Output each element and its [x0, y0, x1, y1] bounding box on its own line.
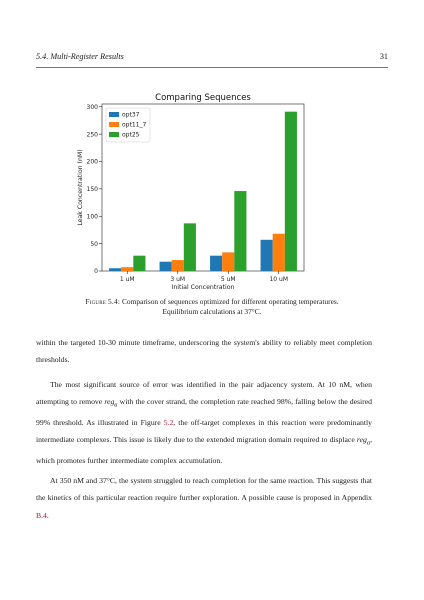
bar-opt25-2	[234, 191, 246, 271]
bar-opt11-7-1	[172, 260, 184, 271]
y-axis-label: Leak Concentration (nM)	[77, 149, 84, 226]
legend-swatch	[109, 112, 119, 117]
header-rule	[36, 67, 388, 68]
y-tick-label: 100	[86, 213, 98, 221]
x-tick-label: 3 uM	[170, 276, 186, 283]
bar-opt37-3	[261, 240, 273, 271]
p2-text-b: with the cover strand, the completion rate reached 98%, falling below the desired 99% threshold. As illustrated in Figure	[36, 397, 372, 428]
bar-opt11-7-0	[121, 267, 133, 271]
paragraph-3	[36, 472, 372, 524]
y-tick-label: 200	[86, 158, 98, 166]
reg-a-term-2: reg$_a$	[356, 435, 371, 447]
page-number: 31	[379, 52, 388, 61]
y-tick-label: 0	[94, 268, 98, 276]
p2-text-c: , the off-target complexes in this reaction were predominantly intermediate complexes. This issue is likely due to the extended migration domain required to displace	[36, 418, 372, 445]
legend-swatch	[109, 132, 119, 137]
legend-label: opt11_7	[122, 121, 147, 129]
bar-opt25-3	[285, 112, 297, 271]
x-tick-label: 10 uM	[269, 276, 289, 283]
caption-text: Comparison of sequences optimized for different operating temperatures. Equilibrium calculations at 37°C.	[122, 297, 339, 316]
y-tick-label: 50	[90, 240, 98, 248]
legend-label: opt25	[122, 131, 140, 139]
p2-text-d: , which promotes further intermediate complex accumulation.	[36, 435, 372, 466]
bar-opt37-2	[210, 256, 222, 271]
appendix-ref-link[interactable]: B.4	[36, 510, 47, 520]
x-axis-label: Initial Concentration	[171, 284, 235, 291]
p2-text-a: The most significant source of error was identified in the pair adjacency system. At 10 nM, when attempting to remove	[36, 380, 372, 407]
section-title: 5.4. Multi-Register Results	[36, 52, 124, 61]
reg-a-term: reg$_a$	[104, 397, 118, 409]
x-tick-label: 5 uM	[220, 276, 236, 283]
figure-label: Figure 5.4:	[85, 297, 121, 306]
y-tick-label: 250	[86, 131, 98, 139]
bar-opt11-7-2	[222, 252, 234, 271]
bar-opt11-7-3	[273, 234, 285, 271]
running-header	[36, 52, 388, 66]
figure-ref-link[interactable]: 5.2	[163, 418, 174, 428]
y-tick-label: 150	[86, 186, 98, 194]
legend-swatch	[109, 122, 119, 127]
comparing-sequences-chart	[74, 90, 314, 295]
bar-opt25-1	[184, 223, 196, 271]
figure-caption	[85, 297, 339, 316]
paragraph-2	[36, 376, 372, 470]
bar-opt37-0	[109, 268, 121, 271]
bar-opt37-1	[160, 262, 172, 271]
x-tick-label: 1 uM	[119, 276, 135, 283]
bar-opt25-0	[133, 256, 145, 271]
p3-text-b: .	[46, 510, 49, 520]
y-tick-label: 300	[86, 103, 98, 111]
legend-label: opt37	[122, 111, 140, 119]
paragraph-1: within the targeted 10-30 minute timeframe, underscoring the system's ability to reliably meet completion thresholds.	[36, 338, 372, 365]
chart-title: Comparing Sequences	[155, 93, 251, 103]
p3-text-a: At 350 nM and 37°C, the system struggled to reach completion for the same reaction. This suggests that the kinetics of this particular reaction require further exploration. A possible cause is proposed in Appendix	[36, 476, 372, 503]
